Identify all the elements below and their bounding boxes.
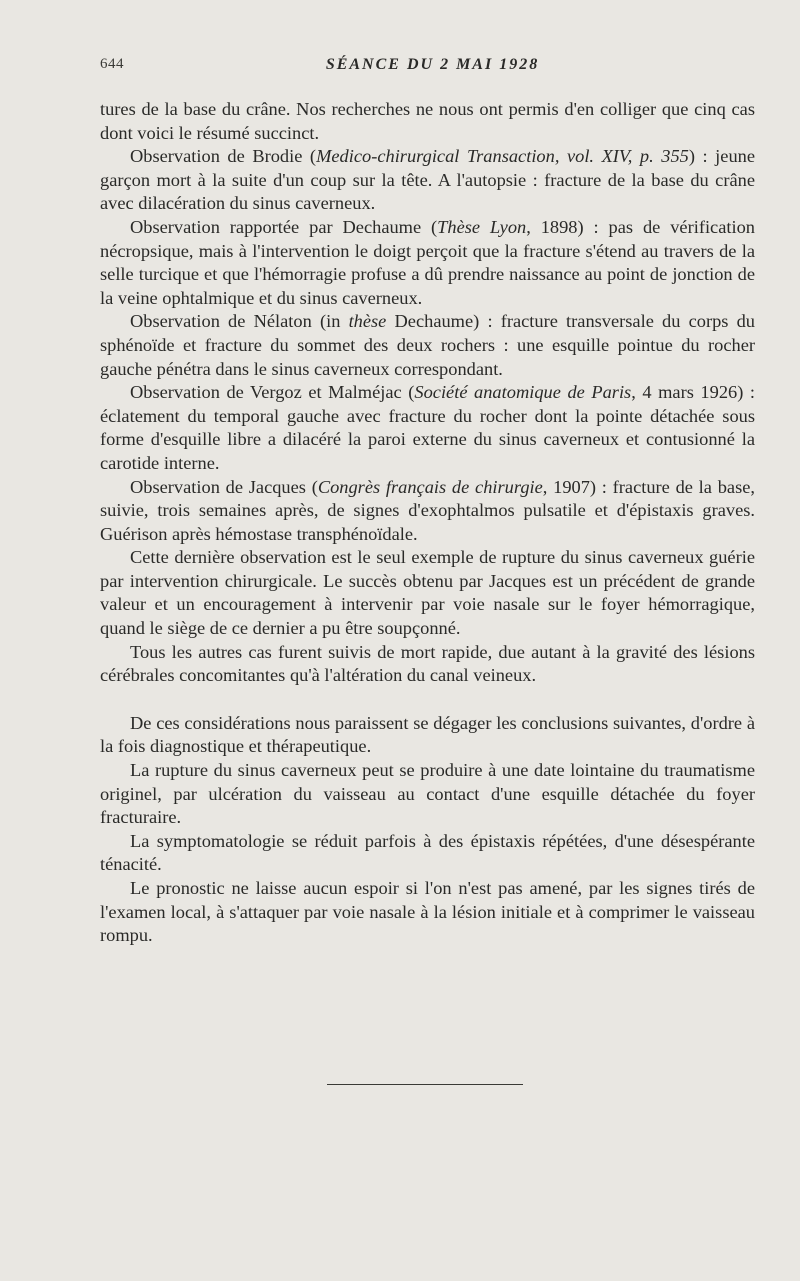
reference-title: Congrès français de chirurgie (317, 476, 543, 497)
paragraph (100, 877, 755, 948)
reference-title: Société anatomique de Paris (414, 382, 632, 403)
paragraph (100, 712, 755, 759)
text-run: La rupture du sinus caverneux peut se produire à une date lointaine du traumatisme originel, par ulcération du vaisseau au contact d'une esquille détachée du foyer fracturaire. (100, 760, 755, 828)
running-head: SÉANCE DU 2 MAI 1928 (325, 56, 540, 73)
paragraph (100, 98, 755, 145)
reference-title: thèse (348, 311, 387, 332)
paragraph (100, 216, 755, 310)
paragraph (100, 641, 755, 688)
paragraph (100, 381, 755, 475)
text-run: La symptomatologie se réduit parfois à des épistaxis répétées, d'une désespérante ténacité. (100, 830, 755, 875)
page-header (100, 56, 755, 80)
paragraph (100, 759, 755, 830)
text-run: , 1898) : pas de vérification nécropsique, mais à l'intervention le doigt perçoit que la fracture s'étend au travers de la selle turcique et que l'hémorragie profuse a dû prendre naissance au point de jonction de la veine ophtalmique et du sinus caverneux. (100, 216, 755, 308)
text-run: Dechaume) : fracture transversale du corps du sphénoïde et fracture du sommet des deux rochers : une esquille pointue du rocher gauche pénétra dans le sinus caverneux correspondant. (100, 311, 755, 379)
page-number: 644 (100, 56, 124, 72)
paragraph (100, 476, 755, 547)
reference-title: Thèse Lyon (437, 216, 527, 237)
text-run: , 4 mars 1926) : éclatement du temporal gauche avec fracture du rocher dont la pointe détachée sous forme d'esquille libre a dilacéré la paroi externe du sinus caverneux et contusionné la carotide interne. (100, 382, 756, 473)
text-run: Le pronostic ne laisse aucun espoir si l'on n'est pas amené, par les signes tirés de l'examen local, à s'attaquer par voie nasale à la lésion initiale et à comprimer le vaisseau rompu. (100, 878, 755, 946)
paragraph (100, 830, 755, 877)
closing-rule (327, 1084, 523, 1085)
text-run: Observation de Vergoz et Malméjac ( (130, 382, 415, 403)
text-run: Observation de Brodie ( (130, 146, 317, 167)
paragraph (100, 546, 755, 640)
body-text (100, 98, 755, 948)
paragraph (100, 310, 755, 381)
text-run: De ces considérations nous paraissent se dégager les conclusions suivantes, d'ordre à la fois diagnostique et thérapeutique. (100, 712, 755, 757)
text-run: Observation de Nélaton (in (130, 311, 349, 332)
text-run: Cette dernière observation est le seul exemple de rupture du sinus caverneux guérie par intervention chirurgicale. Le succès obtenu par Jacques est un précédent de grande valeur et un encouragement à intervenir par voie nasale sur le foyer hémorragique, quand le siège de ce dernier a pu être soupçonné. (100, 547, 755, 639)
reference-title: Medico-chirurgical Transaction, vol. XIV, p. 355 (316, 146, 689, 167)
text-run: , 1907) : fracture de la base, suivie, trois semaines après, de signes d'exophtalmos pulsatile et d'épistaxis graves. Guérison après hémostase transphénoïdale. (100, 476, 755, 544)
text-run: tures de la base du crâne. Nos recherches ne nous ont permis d'en colliger que cinq cas dont voici le résumé succinct. (100, 99, 755, 143)
paragraph (100, 145, 755, 216)
text-run: ) : jeune garçon mort à la suite d'un coup sur la tête. A l'autopsie : fracture de la base du crâne avec dilacération du sinus caverneux. (100, 146, 756, 214)
text-run: Tous les autres cas furent suivis de mort rapide, due autant à la gravité des lésions cérébrales concomitantes qu'à l'altération du canal veineux. (100, 641, 755, 686)
text-run: Observation de Jacques ( (130, 476, 318, 497)
text-run: Observation rapportée par Dechaume ( (130, 216, 438, 237)
